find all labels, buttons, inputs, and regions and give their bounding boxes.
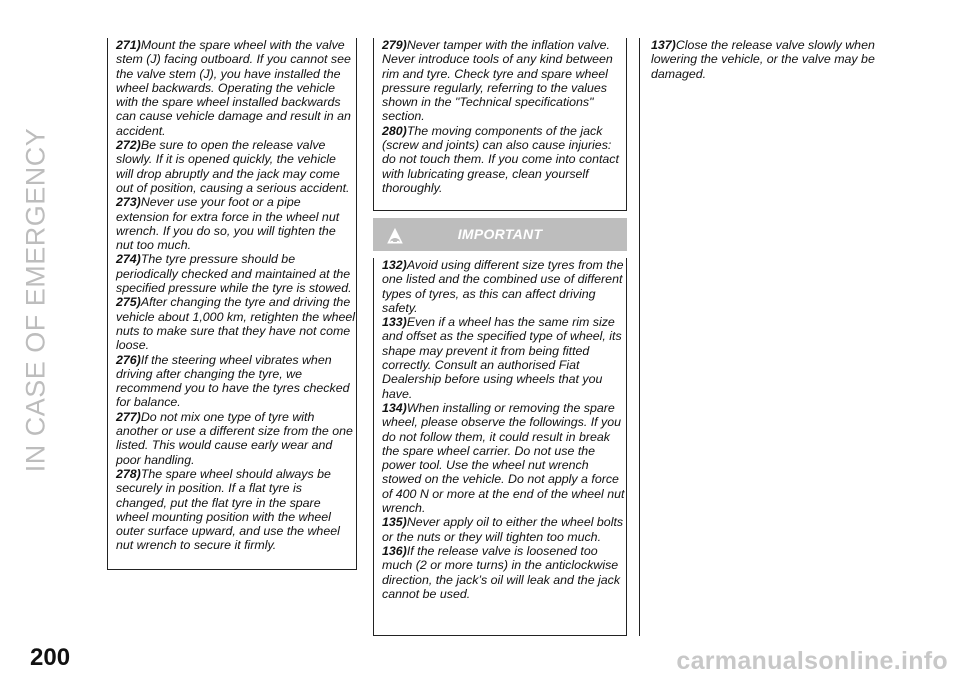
note-text: If the steering wheel vibrates when driving after changing the tyre, we recommend you to have the tyres checked for balance. [116,352,350,410]
note-paragraph [382,544,626,601]
section-title: IN CASE OF EMERGENCY [20,127,51,473]
note-text: The spare wheel should always be securely in position. If a flat tyre is changed, put the flat tyre in the spare wheel mounting position with the wheel outer surface upward, and use the wheel nut wrench to secure it firmly. [116,466,340,553]
note-number: 273) [116,195,141,210]
note-number: 274) [116,252,141,267]
note-text: Close the release valve slowly when lowering the vehicle, or the valve may be damaged. [651,38,875,81]
note-paragraph [116,38,356,138]
note-number: 134) [382,400,407,415]
note-paragraph [382,515,626,544]
page-number: 200 [30,644,71,671]
note-paragraph [116,410,356,467]
note-number: 272) [116,138,141,153]
note-paragraph [382,38,626,124]
note-number: 271) [116,38,141,52]
note-paragraph [116,295,356,352]
important-banner [373,218,627,251]
important-label: IMPORTANT [457,226,543,242]
note-text: Never apply oil to either the wheel bolts or the nuts or they will tighten too much. [382,515,624,544]
note-paragraph [116,195,356,252]
note-paragraph [382,315,626,401]
note-number: 133) [382,315,407,330]
watermark: carmanualsonline.info [676,647,948,675]
note-paragraph [382,258,626,315]
note-text: Even if a wheel has the same rim size and offset as the specified type of wheel, its shape may prevent it from being fitted correctly. Consult an authorised Fiat Dealership before using wheels that you have. [382,315,622,401]
note-paragraph [116,252,356,295]
important-column-2-bottom [373,258,627,636]
note-number: 280) [382,123,407,138]
note-text: Never tamper with the inflation valve. Never introduce tools of any kind between rim and tyre. Check tyre and spare wheel pressure regularly, referring to the values shown in the "Technical specifications" section. [382,38,613,124]
note-text: Be sure to open the release valve slowly. If it is opened quickly, the vehicle will drop abruptly and the jack may come out of position, causing a serious accident. [116,138,350,195]
note-number: 137) [651,38,676,52]
note-number: 275) [116,295,141,310]
note-paragraph [651,38,893,81]
note-number: 278) [116,466,141,481]
note-text: Never use your foot or a pipe extension for extra force in the wheel nut wrench. If you do so, you will tighten the nut too much. [116,195,340,253]
column-3-rule [639,38,640,636]
note-paragraph [116,138,356,195]
note-text: When installing or removing the spare wheel, please observe the followings. If you do not follow them, it could result in break the spare wheel carrier. Do not use the power tool. Use the wheel nut wrench stowed on the vehicle. Do not apply a force of 400 N or more at the end of the wheel nut wrench. [382,400,625,516]
note-number: 276) [116,352,141,367]
note-paragraph [116,353,356,410]
note-number: 132) [382,258,407,272]
note-text: Do not mix one type of tyre with another or use a different size from the one listed. This would cause early wear and poor handling. [116,409,353,467]
note-text: If the release valve is loosened too much (2 or more turns) in the anticlockwise direction, the jack’s oil will leak and the jack cannot be used. [382,543,621,601]
note-paragraph [382,124,626,195]
note-paragraph [116,467,356,553]
note-paragraph [382,401,626,515]
warnings-column-1 [107,38,357,570]
note-text: The tyre pressure should be periodically checked and maintained at the specified pressure while the tyre is stowed. [116,252,352,296]
note-number: 136) [382,543,407,558]
important-column-3 [643,38,893,81]
note-text: The moving components of the jack (screw and joints) can also cause injuries: do not touch them. If you come into contact with lubricating grease, clean yourself thoroughly. [382,123,619,195]
warnings-column-2-top [373,38,627,211]
note-text: After changing the tyre and driving the vehicle about 1,000 km, retighten the wheel nuts to make sure that they have not come loose. [116,295,356,353]
note-number: 279) [382,38,407,52]
note-text: Avoid using different size tyres from the one listed and the combined use of different types of tyres, as this can affect driving safety. [382,258,624,315]
note-number: 277) [116,409,141,424]
note-number: 135) [382,515,407,530]
note-text: Mount the spare wheel with the valve stem (J) facing outboard. If you cannot see the valve stem (J), you have installed the wheel backwards. Operating the vehicle with the spare wheel installed backwards can cause vehicle damage and result in an accident. [116,38,351,138]
